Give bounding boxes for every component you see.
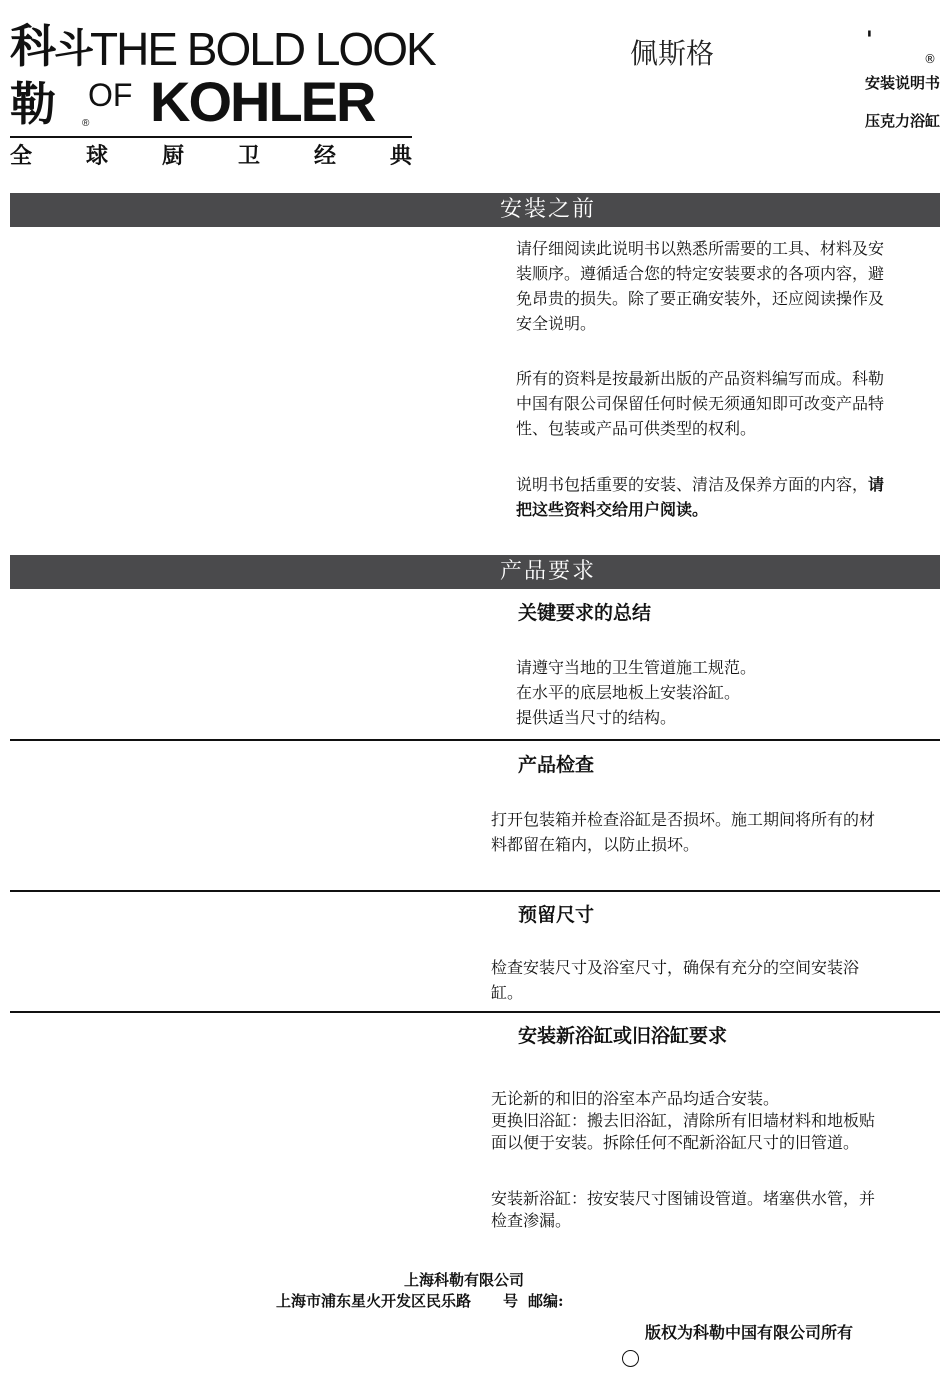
footer-company: 上海科勒有限公司	[404, 1271, 525, 1289]
text-line: 请仔细阅读此说明书以熟悉所需要的工具、材料及安	[516, 239, 885, 258]
logo-cn-le	[10, 77, 54, 131]
logo-tagline: THE BOLD LOOK	[90, 23, 435, 75]
before-paragraph-3	[516, 472, 936, 522]
check-heading: 产品检查	[518, 754, 595, 776]
slogan-char: 全	[10, 144, 33, 169]
logo-divider	[10, 136, 412, 138]
slogan-char: 典	[389, 144, 412, 169]
slogan-char: 球	[85, 144, 108, 169]
newold-text-1	[491, 1088, 936, 1154]
text-bold: 把这些资料交给用户阅读。	[516, 500, 709, 519]
text-line: 更换旧浴缸：搬去旧浴缸，清除所有旧墙材料和地板贴	[491, 1111, 876, 1130]
logo-cn-char-1: 科	[10, 19, 54, 73]
product-type: 压克力浴缸	[864, 112, 940, 130]
text-line: 面以便于安装。拆除任何不配新浴缸尺寸的旧管道。	[491, 1133, 860, 1152]
text-bold: 请	[868, 475, 885, 494]
before-paragraph-2	[516, 366, 936, 441]
product-registered: ®	[924, 52, 936, 66]
logo-cn-char-1b: 斗	[54, 26, 92, 72]
summary-heading: 关键要求的总结	[518, 602, 652, 624]
divider	[10, 739, 940, 741]
space-heading: 预留尺寸	[518, 904, 595, 926]
newold-heading: 安装新浴缸或旧浴缸要求	[518, 1025, 728, 1047]
text-line: 缸。	[491, 983, 524, 1002]
copyright-circle-icon	[622, 1350, 639, 1367]
logo-brand: KOHLER	[150, 70, 375, 133]
footer-address-text: 上海市浦东星火开发区民乐路	[276, 1292, 472, 1310]
product-name: 佩斯格	[630, 37, 715, 70]
product-mark: '	[866, 28, 873, 53]
text-line: 安全说明。	[516, 314, 597, 333]
text-line: 检查安装尺寸及浴室尺寸，确保有充分的空间安装浴	[491, 958, 860, 977]
divider	[10, 890, 940, 892]
section-bar-before	[10, 193, 940, 227]
text-line: 安装新浴缸：按安装尺寸图铺设管道。堵塞供水管，并	[491, 1189, 876, 1208]
text-line: 所有的资料是按最新出版的产品资料编写而成。科勒	[516, 369, 885, 388]
text-line: 无论新的和旧的浴室本产品均适合安装。	[491, 1089, 780, 1108]
text-line: 性、包装或产品可供类型的权利。	[516, 419, 757, 438]
before-paragraph-1	[516, 236, 936, 336]
section-title-requirements: 产品要求	[500, 559, 597, 584]
space-text	[491, 955, 936, 1005]
doc-type: 安装说明书	[864, 74, 940, 92]
text-normal: 说明书包括重要的安装、清洁及保养方面的内容，	[516, 475, 869, 494]
check-text	[491, 807, 936, 857]
logo-cn-char-2: 勒	[10, 77, 54, 131]
logo-slogan	[10, 143, 412, 171]
logo-cn-ke	[10, 19, 92, 73]
text-line: 检查渗漏。	[491, 1211, 572, 1230]
summary-list	[516, 655, 936, 730]
slogan-char: 经	[313, 144, 336, 169]
slogan-char: 厨	[161, 144, 184, 169]
list-item: 请遵守当地的卫生管道施工规范。	[516, 658, 757, 677]
list-item: 在水平的底层地板上安装浴缸。	[516, 683, 741, 702]
text-line: 免昂贵的损失。除了要正确安装外，还应阅读操作及	[516, 289, 885, 308]
newold-text-2	[491, 1188, 936, 1232]
slogan-char: 卫	[237, 144, 260, 169]
text-line: 中国有限公司保留任何时候无须通知即可改变产品特	[516, 394, 885, 413]
logo-registered: ®	[82, 118, 90, 129]
divider	[10, 1011, 940, 1013]
copyright-notice: 版权为科勒中国有限公司所有	[645, 1323, 854, 1342]
logo-of: OF	[88, 77, 133, 113]
text-line: 装顺序。遵循适合您的特定安装要求的各项内容，避	[516, 264, 885, 283]
text-line: 打开包装箱并检查浴缸是否损坏。施工期间将所有的材	[491, 810, 876, 829]
section-title-before: 安装之前	[500, 197, 597, 222]
section-bar-requirements	[10, 555, 940, 589]
footer-address	[276, 1291, 564, 1311]
footer-number-label: 号	[503, 1292, 519, 1310]
text-line: 料都留在箱内，以防止损坏。	[491, 835, 700, 854]
list-item: 提供适当尺寸的结构。	[516, 708, 677, 727]
footer-postcode-label: 邮编:	[528, 1292, 564, 1310]
